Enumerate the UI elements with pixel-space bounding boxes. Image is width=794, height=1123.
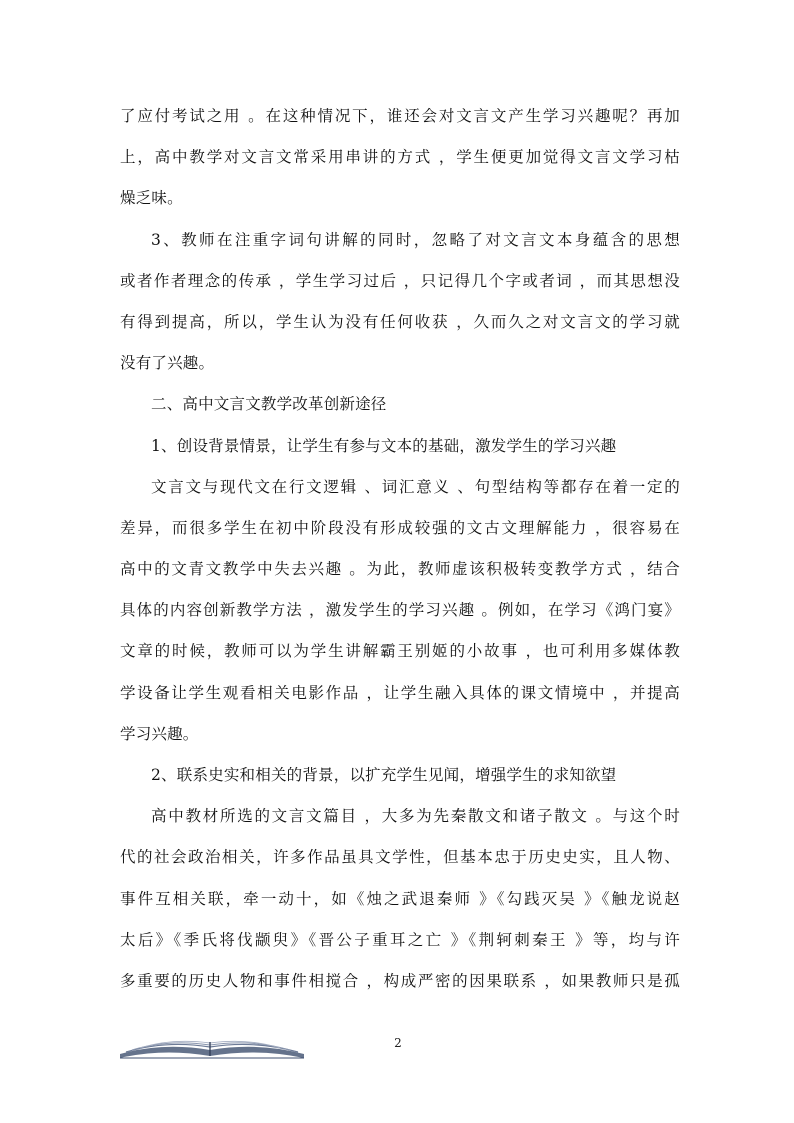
page-footer bbox=[0, 1030, 794, 1070]
text-line: 代的社会政治相关，许多作品虽具文学性，但基本忠于历史史实，且人物、 bbox=[120, 848, 680, 867]
text-line: 学习兴趣。 bbox=[120, 724, 199, 743]
text-line: 事件互相关联，牵一动十，如《烛之武退秦师 》《勾践灭吴 》《触龙说赵 bbox=[120, 889, 680, 908]
text-line: 太后》《季氏将伐颛臾》《晋公子重耳之亡 》《荆轲刺秦王 》等，均与许 bbox=[120, 930, 680, 949]
text-line: 3、教师在注重字词句讲解的同时，忽略了对文言文本身蕴含的思想 bbox=[151, 230, 680, 249]
text-line: 具体的内容创新教学方法 ，激发学生的学习兴趣 。例如，在学习《鸿门宴》 bbox=[120, 601, 680, 620]
text-line: 1、创设背景情景，让学生有参与文本的基础，激发学生的学习兴趣 bbox=[151, 436, 617, 455]
text-line: 差异，而很多学生在初中阶段没有形成较强的文古文理解能力 ，很容易在 bbox=[120, 518, 680, 537]
open-book-icon bbox=[118, 1034, 308, 1060]
text-line: 高中的文青文教学中失去兴趣 。为此，教师虚该积极转变教学方式 ，结合 bbox=[120, 560, 680, 579]
text-line: 燥乏味。 bbox=[120, 189, 183, 208]
text-line: 2、联系史实和相关的背景，以扩充学生见闻，增强学生的求知欲望 bbox=[151, 766, 617, 784]
text-line: 高中教材所选的文言文篇目 ，大多为先秦散文和诸子散文 。与这个时 bbox=[151, 807, 680, 826]
text-line: 上，高中教学对文言文常采用串讲的方式 ，学生便更加觉得文言文学习枯 bbox=[120, 148, 680, 167]
text-line: 文言文与现代文在行文逻辑 、词汇意义 、句型结构等都存在着一定的 bbox=[151, 477, 680, 496]
text-line: 有得到提高，所以，学生认为没有任何收获 ，久而久之对文言文的学习就 bbox=[120, 312, 680, 331]
text-line: 没有了兴趣。 bbox=[120, 354, 215, 373]
text-line: 文章的时候，教师可以为学生讲解霸王别姬的小故事 ，也可利用多媒体教 bbox=[120, 642, 680, 661]
text-line: 了应付考试之用 。在这种情况下，谁还会对文言文产生学习兴趣呢？再加 bbox=[120, 107, 680, 125]
page-number: 2 bbox=[394, 1036, 402, 1050]
text-line: 学设备让学生观看相关电影作品 ，让学生融入具体的课文情境中 ，并提高 bbox=[120, 683, 680, 702]
text-line: 或者作者理念的传承 ，学生学习过后 ，只记得几个字或者词 ，而其思想没 bbox=[120, 271, 680, 290]
text-line: 二、高中文言文教学改革创新途径 bbox=[151, 395, 387, 414]
body-text bbox=[120, 96, 680, 1002]
text-line: 多重要的历史人物和事件相搅合 ，构成严密的因果联系 ，如果教师只是孤 bbox=[120, 971, 680, 990]
